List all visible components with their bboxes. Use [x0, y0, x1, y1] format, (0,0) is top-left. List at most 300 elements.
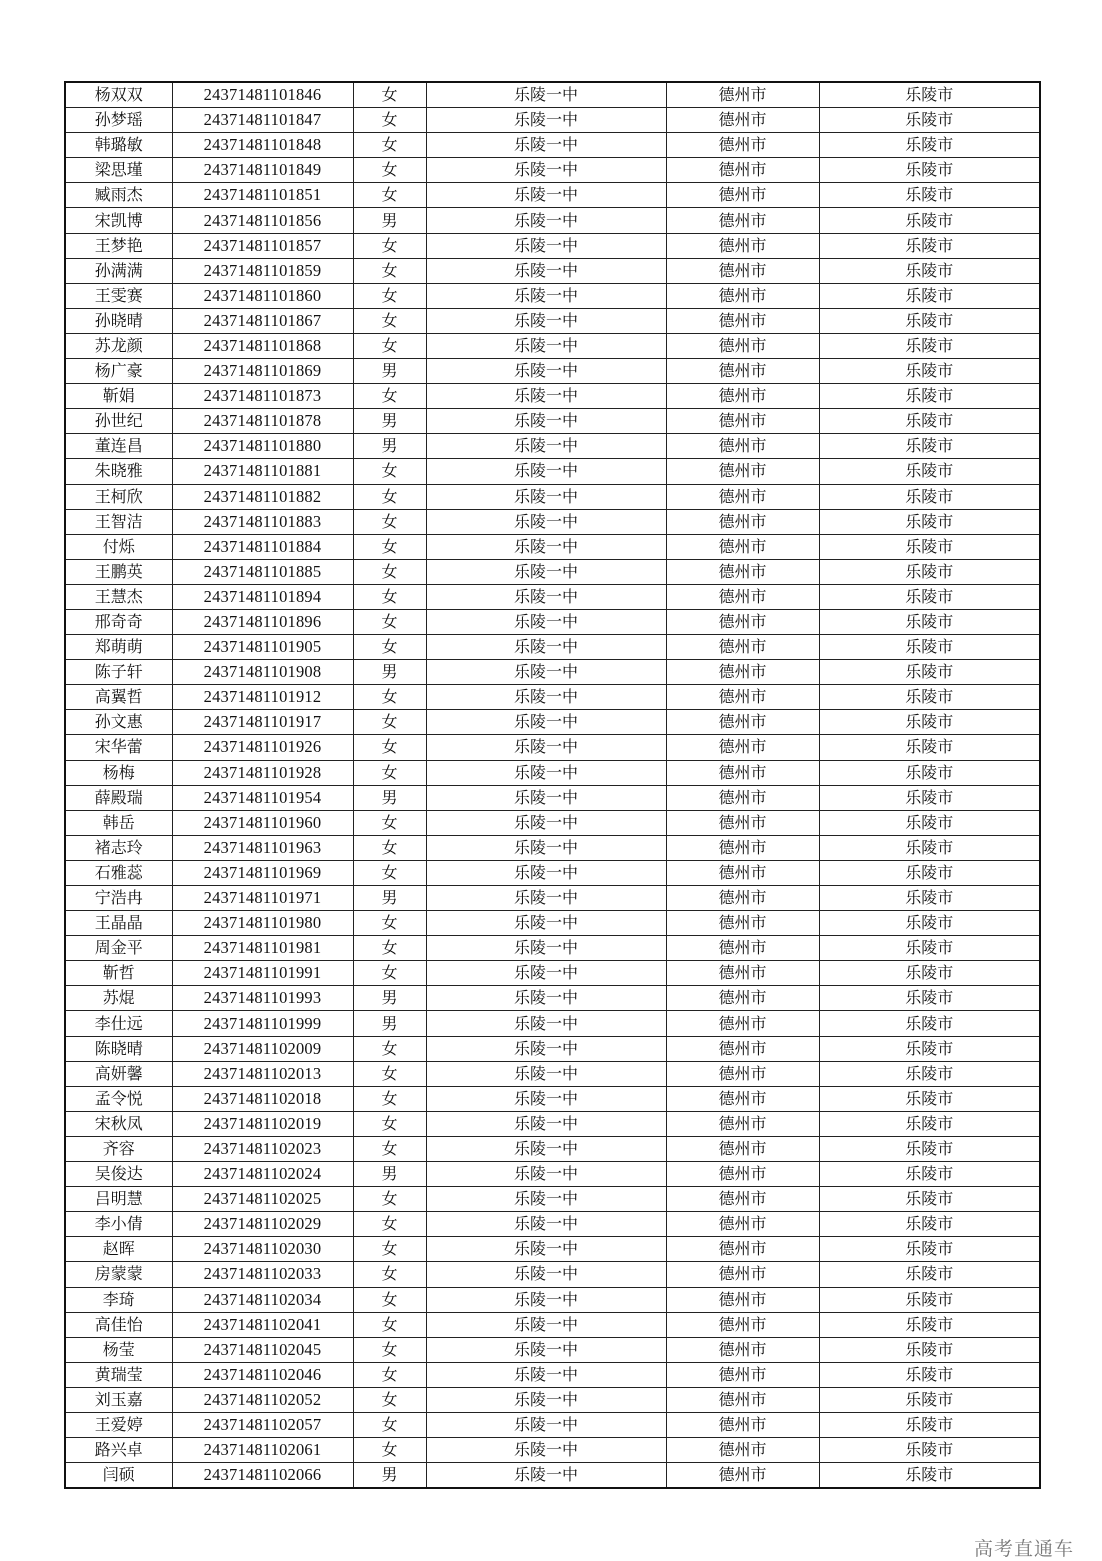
- student-name-cell: 孙晓晴: [65, 308, 172, 333]
- gender-cell: 女: [353, 609, 426, 634]
- county-cell: 乐陵市: [819, 258, 1040, 283]
- city-cell: 德州市: [666, 459, 819, 484]
- city-cell: 德州市: [666, 1212, 819, 1237]
- table-row: [65, 359, 1040, 384]
- table-row: [65, 886, 1040, 911]
- city-cell: 德州市: [666, 133, 819, 158]
- county-cell: 乐陵市: [819, 534, 1040, 559]
- county-cell: 乐陵市: [819, 635, 1040, 660]
- city-cell: 德州市: [666, 710, 819, 735]
- school-cell: 乐陵一中: [426, 409, 666, 434]
- exam-number-cell: 24371481101883: [172, 509, 353, 534]
- table-row: [65, 1212, 1040, 1237]
- student-name-cell: 孟令悦: [65, 1086, 172, 1111]
- gender-cell: 女: [353, 484, 426, 509]
- gender-cell: 女: [353, 1187, 426, 1212]
- exam-number-cell: 24371481101928: [172, 760, 353, 785]
- city-cell: 德州市: [666, 1287, 819, 1312]
- school-cell: 乐陵一中: [426, 685, 666, 710]
- county-cell: 乐陵市: [819, 1187, 1040, 1212]
- student-name-cell: 孙世纪: [65, 409, 172, 434]
- city-cell: 德州市: [666, 1086, 819, 1111]
- table-row: [65, 108, 1040, 133]
- gender-cell: 女: [353, 108, 426, 133]
- county-cell: 乐陵市: [819, 1262, 1040, 1287]
- table-row: [65, 158, 1040, 183]
- school-cell: 乐陵一中: [426, 1312, 666, 1337]
- table-row: [65, 283, 1040, 308]
- gender-cell: 女: [353, 584, 426, 609]
- school-cell: 乐陵一中: [426, 886, 666, 911]
- table-row: [65, 635, 1040, 660]
- exam-number-cell: 24371481101884: [172, 534, 353, 559]
- gender-cell: 女: [353, 308, 426, 333]
- county-cell: 乐陵市: [819, 208, 1040, 233]
- student-name-cell: 孙梦瑶: [65, 108, 172, 133]
- county-cell: 乐陵市: [819, 384, 1040, 409]
- school-cell: 乐陵一中: [426, 1086, 666, 1111]
- exam-number-cell: 24371481102034: [172, 1287, 353, 1312]
- school-cell: 乐陵一中: [426, 660, 666, 685]
- table-row: [65, 1136, 1040, 1161]
- student-name-cell: 闫硕: [65, 1463, 172, 1489]
- school-cell: 乐陵一中: [426, 1187, 666, 1212]
- student-name-cell: 吕明慧: [65, 1187, 172, 1212]
- city-cell: 德州市: [666, 936, 819, 961]
- exam-number-cell: 24371481102009: [172, 1036, 353, 1061]
- table-row: [65, 1061, 1040, 1086]
- exam-number-cell: 24371481101981: [172, 936, 353, 961]
- student-name-cell: 薛殿瑞: [65, 785, 172, 810]
- school-cell: 乐陵一中: [426, 534, 666, 559]
- exam-number-cell: 24371481101894: [172, 584, 353, 609]
- exam-number-cell: 24371481101960: [172, 810, 353, 835]
- exam-number-cell: 24371481101849: [172, 158, 353, 183]
- gender-cell: 女: [353, 559, 426, 584]
- county-cell: 乐陵市: [819, 509, 1040, 534]
- city-cell: 德州市: [666, 660, 819, 685]
- table-row: [65, 384, 1040, 409]
- gender-cell: 男: [353, 886, 426, 911]
- table-row: [65, 1287, 1040, 1312]
- table-row: [65, 1412, 1040, 1437]
- school-cell: 乐陵一中: [426, 1438, 666, 1463]
- student-name-cell: 王柯欣: [65, 484, 172, 509]
- table-row: [65, 1337, 1040, 1362]
- table-row: [65, 785, 1040, 810]
- county-cell: 乐陵市: [819, 886, 1040, 911]
- gender-cell: 男: [353, 359, 426, 384]
- student-name-cell: 李琦: [65, 1287, 172, 1312]
- student-name-cell: 苏龙颜: [65, 333, 172, 358]
- table-row: [65, 1111, 1040, 1136]
- county-cell: 乐陵市: [819, 1086, 1040, 1111]
- gender-cell: 女: [353, 1061, 426, 1086]
- gender-cell: 女: [353, 384, 426, 409]
- city-cell: 德州市: [666, 1036, 819, 1061]
- school-cell: 乐陵一中: [426, 1237, 666, 1262]
- roster-body: [65, 82, 1040, 1488]
- exam-number-cell: 24371481101868: [172, 333, 353, 358]
- school-cell: 乐陵一中: [426, 1136, 666, 1161]
- gender-cell: 女: [353, 635, 426, 660]
- student-name-cell: 李仕远: [65, 1011, 172, 1036]
- county-cell: 乐陵市: [819, 835, 1040, 860]
- school-cell: 乐陵一中: [426, 961, 666, 986]
- student-name-cell: 韩岳: [65, 810, 172, 835]
- student-name-cell: 高妍馨: [65, 1061, 172, 1086]
- exam-number-cell: 24371481101878: [172, 409, 353, 434]
- city-cell: 德州市: [666, 1362, 819, 1387]
- student-name-cell: 宁浩冉: [65, 886, 172, 911]
- county-cell: 乐陵市: [819, 1111, 1040, 1136]
- city-cell: 德州市: [666, 183, 819, 208]
- county-cell: 乐陵市: [819, 183, 1040, 208]
- gender-cell: 女: [353, 158, 426, 183]
- table-row: [65, 660, 1040, 685]
- county-cell: 乐陵市: [819, 1412, 1040, 1437]
- exam-number-cell: 24371481101867: [172, 308, 353, 333]
- gender-cell: 女: [353, 183, 426, 208]
- school-cell: 乐陵一中: [426, 308, 666, 333]
- table-row: [65, 1362, 1040, 1387]
- table-row: [65, 584, 1040, 609]
- school-cell: 乐陵一中: [426, 1262, 666, 1287]
- gender-cell: 男: [353, 208, 426, 233]
- county-cell: 乐陵市: [819, 1011, 1040, 1036]
- student-name-cell: 宋凯博: [65, 208, 172, 233]
- school-cell: 乐陵一中: [426, 509, 666, 534]
- school-cell: 乐陵一中: [426, 359, 666, 384]
- school-cell: 乐陵一中: [426, 1337, 666, 1362]
- table-row: [65, 735, 1040, 760]
- student-name-cell: 付烁: [65, 534, 172, 559]
- county-cell: 乐陵市: [819, 133, 1040, 158]
- gender-cell: 女: [353, 860, 426, 885]
- table-row: [65, 509, 1040, 534]
- exam-number-cell: 24371481101856: [172, 208, 353, 233]
- county-cell: 乐陵市: [819, 1337, 1040, 1362]
- table-row: [65, 208, 1040, 233]
- city-cell: 德州市: [666, 108, 819, 133]
- city-cell: 德州市: [666, 82, 819, 108]
- student-name-cell: 吴俊达: [65, 1162, 172, 1187]
- gender-cell: 女: [353, 1337, 426, 1362]
- student-name-cell: 郑萌萌: [65, 635, 172, 660]
- county-cell: 乐陵市: [819, 409, 1040, 434]
- table-row: [65, 233, 1040, 258]
- exam-number-cell: 24371481102045: [172, 1337, 353, 1362]
- county-cell: 乐陵市: [819, 1061, 1040, 1086]
- county-cell: 乐陵市: [819, 1463, 1040, 1489]
- city-cell: 德州市: [666, 835, 819, 860]
- gender-cell: 女: [353, 1412, 426, 1437]
- city-cell: 德州市: [666, 559, 819, 584]
- table-row: [65, 835, 1040, 860]
- exam-number-cell: 24371481101860: [172, 283, 353, 308]
- table-row: [65, 1187, 1040, 1212]
- school-cell: 乐陵一中: [426, 82, 666, 108]
- city-cell: 德州市: [666, 635, 819, 660]
- school-cell: 乐陵一中: [426, 584, 666, 609]
- student-name-cell: 房蒙蒙: [65, 1262, 172, 1287]
- table-row: [65, 810, 1040, 835]
- exam-number-cell: 24371481101991: [172, 961, 353, 986]
- exam-number-cell: 24371481101926: [172, 735, 353, 760]
- city-cell: 德州市: [666, 484, 819, 509]
- exam-number-cell: 24371481101905: [172, 635, 353, 660]
- school-cell: 乐陵一中: [426, 1463, 666, 1489]
- gender-cell: 男: [353, 785, 426, 810]
- city-cell: 德州市: [666, 1111, 819, 1136]
- table-row: [65, 333, 1040, 358]
- gender-cell: 女: [353, 1262, 426, 1287]
- watermark-text: 高考直通车: [973, 1538, 1074, 1560]
- county-cell: 乐陵市: [819, 1312, 1040, 1337]
- gender-cell: 女: [353, 710, 426, 735]
- school-cell: 乐陵一中: [426, 258, 666, 283]
- exam-number-cell: 24371481102033: [172, 1262, 353, 1287]
- exam-number-cell: 24371481101873: [172, 384, 353, 409]
- county-cell: 乐陵市: [819, 860, 1040, 885]
- school-cell: 乐陵一中: [426, 459, 666, 484]
- city-cell: 德州市: [666, 308, 819, 333]
- county-cell: 乐陵市: [819, 584, 1040, 609]
- table-row: [65, 559, 1040, 584]
- table-row: [65, 986, 1040, 1011]
- city-cell: 德州市: [666, 409, 819, 434]
- school-cell: 乐陵一中: [426, 208, 666, 233]
- student-name-cell: 高翼哲: [65, 685, 172, 710]
- student-name-cell: 王鹏英: [65, 559, 172, 584]
- exam-number-cell: 24371481101857: [172, 233, 353, 258]
- student-name-cell: 杨莹: [65, 1337, 172, 1362]
- table-row: [65, 609, 1040, 634]
- gender-cell: 女: [353, 1237, 426, 1262]
- county-cell: 乐陵市: [819, 1438, 1040, 1463]
- gender-cell: 女: [353, 459, 426, 484]
- gender-cell: 男: [353, 660, 426, 685]
- gender-cell: 女: [353, 1212, 426, 1237]
- table-row: [65, 911, 1040, 936]
- city-cell: 德州市: [666, 1438, 819, 1463]
- student-name-cell: 赵晖: [65, 1237, 172, 1262]
- student-name-cell: 齐容: [65, 1136, 172, 1161]
- gender-cell: 女: [353, 1036, 426, 1061]
- city-cell: 德州市: [666, 584, 819, 609]
- gender-cell: 女: [353, 258, 426, 283]
- student-name-cell: 靳娟: [65, 384, 172, 409]
- county-cell: 乐陵市: [819, 82, 1040, 108]
- school-cell: 乐陵一中: [426, 133, 666, 158]
- roster-table: [64, 81, 1041, 1489]
- table-row: [65, 685, 1040, 710]
- city-cell: 德州市: [666, 1387, 819, 1412]
- school-cell: 乐陵一中: [426, 1011, 666, 1036]
- student-name-cell: 石雅蕊: [65, 860, 172, 885]
- student-name-cell: 路兴卓: [65, 1438, 172, 1463]
- student-name-cell: 刘玉嘉: [65, 1387, 172, 1412]
- exam-number-cell: 24371481101848: [172, 133, 353, 158]
- county-cell: 乐陵市: [819, 1362, 1040, 1387]
- county-cell: 乐陵市: [819, 359, 1040, 384]
- gender-cell: 女: [353, 835, 426, 860]
- county-cell: 乐陵市: [819, 685, 1040, 710]
- county-cell: 乐陵市: [819, 1136, 1040, 1161]
- exam-number-cell: 24371481101980: [172, 911, 353, 936]
- table-row: [65, 1438, 1040, 1463]
- city-cell: 德州市: [666, 785, 819, 810]
- city-cell: 德州市: [666, 509, 819, 534]
- table-row: [65, 936, 1040, 961]
- exam-number-cell: 24371481101969: [172, 860, 353, 885]
- student-name-cell: 杨双双: [65, 82, 172, 108]
- gender-cell: 男: [353, 986, 426, 1011]
- school-cell: 乐陵一中: [426, 835, 666, 860]
- student-name-cell: 周金平: [65, 936, 172, 961]
- city-cell: 德州市: [666, 685, 819, 710]
- exam-number-cell: 24371481101851: [172, 183, 353, 208]
- exam-number-cell: 24371481101999: [172, 1011, 353, 1036]
- city-cell: 德州市: [666, 534, 819, 559]
- city-cell: 德州市: [666, 158, 819, 183]
- school-cell: 乐陵一中: [426, 1362, 666, 1387]
- school-cell: 乐陵一中: [426, 559, 666, 584]
- school-cell: 乐陵一中: [426, 860, 666, 885]
- student-name-cell: 孙文惠: [65, 710, 172, 735]
- city-cell: 德州市: [666, 1337, 819, 1362]
- student-name-cell: 褚志玲: [65, 835, 172, 860]
- gender-cell: 女: [353, 1312, 426, 1337]
- gender-cell: 女: [353, 810, 426, 835]
- table-row: [65, 308, 1040, 333]
- table-row: [65, 1011, 1040, 1036]
- city-cell: 德州市: [666, 333, 819, 358]
- table-row: [65, 434, 1040, 459]
- exam-number-cell: 24371481101869: [172, 359, 353, 384]
- student-name-cell: 王雯赛: [65, 283, 172, 308]
- table-row: [65, 484, 1040, 509]
- county-cell: 乐陵市: [819, 1162, 1040, 1187]
- student-name-cell: 王智洁: [65, 509, 172, 534]
- city-cell: 德州市: [666, 1463, 819, 1489]
- city-cell: 德州市: [666, 860, 819, 885]
- city-cell: 德州市: [666, 986, 819, 1011]
- student-name-cell: 黄瑞莹: [65, 1362, 172, 1387]
- exam-number-cell: 24371481102013: [172, 1061, 353, 1086]
- city-cell: 德州市: [666, 384, 819, 409]
- student-name-cell: 韩璐敏: [65, 133, 172, 158]
- city-cell: 德州市: [666, 258, 819, 283]
- city-cell: 德州市: [666, 1011, 819, 1036]
- county-cell: 乐陵市: [819, 484, 1040, 509]
- exam-number-cell: 24371481102018: [172, 1086, 353, 1111]
- gender-cell: 女: [353, 685, 426, 710]
- exam-number-cell: 24371481102023: [172, 1136, 353, 1161]
- exam-number-cell: 24371481102019: [172, 1111, 353, 1136]
- table-row: [65, 1086, 1040, 1111]
- city-cell: 德州市: [666, 810, 819, 835]
- school-cell: 乐陵一中: [426, 760, 666, 785]
- student-name-cell: 梁思瑾: [65, 158, 172, 183]
- exam-number-cell: 24371481101971: [172, 886, 353, 911]
- student-name-cell: 董连昌: [65, 434, 172, 459]
- city-cell: 德州市: [666, 1162, 819, 1187]
- county-cell: 乐陵市: [819, 785, 1040, 810]
- gender-cell: 女: [353, 1362, 426, 1387]
- gender-cell: 男: [353, 1011, 426, 1036]
- student-name-cell: 苏焜: [65, 986, 172, 1011]
- table-row: [65, 1237, 1040, 1262]
- school-cell: 乐陵一中: [426, 1111, 666, 1136]
- city-cell: 德州市: [666, 283, 819, 308]
- student-name-cell: 宋华蕾: [65, 735, 172, 760]
- table-row: [65, 1387, 1040, 1412]
- gender-cell: 女: [353, 1438, 426, 1463]
- exam-number-cell: 24371481102052: [172, 1387, 353, 1412]
- exam-number-cell: 24371481101908: [172, 660, 353, 685]
- school-cell: 乐陵一中: [426, 936, 666, 961]
- exam-number-cell: 24371481101882: [172, 484, 353, 509]
- student-name-cell: 王慧杰: [65, 584, 172, 609]
- gender-cell: 女: [353, 1387, 426, 1412]
- gender-cell: 女: [353, 936, 426, 961]
- school-cell: 乐陵一中: [426, 635, 666, 660]
- city-cell: 德州市: [666, 1237, 819, 1262]
- table-row: [65, 459, 1040, 484]
- county-cell: 乐陵市: [819, 434, 1040, 459]
- county-cell: 乐陵市: [819, 1212, 1040, 1237]
- gender-cell: 女: [353, 911, 426, 936]
- student-name-cell: 李小倩: [65, 1212, 172, 1237]
- student-name-cell: 陈晓晴: [65, 1036, 172, 1061]
- gender-cell: 女: [353, 961, 426, 986]
- city-cell: 德州市: [666, 1061, 819, 1086]
- student-name-cell: 臧雨杰: [65, 183, 172, 208]
- city-cell: 德州市: [666, 1412, 819, 1437]
- exam-number-cell: 24371481101885: [172, 559, 353, 584]
- table-row: [65, 183, 1040, 208]
- school-cell: 乐陵一中: [426, 911, 666, 936]
- student-name-cell: 宋秋凤: [65, 1111, 172, 1136]
- gender-cell: 女: [353, 82, 426, 108]
- gender-cell: 男: [353, 409, 426, 434]
- school-cell: 乐陵一中: [426, 108, 666, 133]
- table-row: [65, 1036, 1040, 1061]
- exam-number-cell: 24371481102029: [172, 1212, 353, 1237]
- table-row: [65, 1312, 1040, 1337]
- county-cell: 乐陵市: [819, 459, 1040, 484]
- city-cell: 德州市: [666, 609, 819, 634]
- exam-number-cell: 24371481102024: [172, 1162, 353, 1187]
- student-name-cell: 孙满满: [65, 258, 172, 283]
- gender-cell: 女: [353, 133, 426, 158]
- table-row: [65, 258, 1040, 283]
- gender-cell: 女: [353, 233, 426, 258]
- exam-number-cell: 24371481102025: [172, 1187, 353, 1212]
- county-cell: 乐陵市: [819, 911, 1040, 936]
- school-cell: 乐陵一中: [426, 158, 666, 183]
- gender-cell: 女: [353, 760, 426, 785]
- student-name-cell: 王晶晶: [65, 911, 172, 936]
- exam-number-cell: 24371481102061: [172, 1438, 353, 1463]
- city-cell: 德州市: [666, 1187, 819, 1212]
- county-cell: 乐陵市: [819, 559, 1040, 584]
- gender-cell: 女: [353, 1287, 426, 1312]
- exam-number-cell: 24371481101859: [172, 258, 353, 283]
- exam-number-cell: 24371481102041: [172, 1312, 353, 1337]
- gender-cell: 男: [353, 1162, 426, 1187]
